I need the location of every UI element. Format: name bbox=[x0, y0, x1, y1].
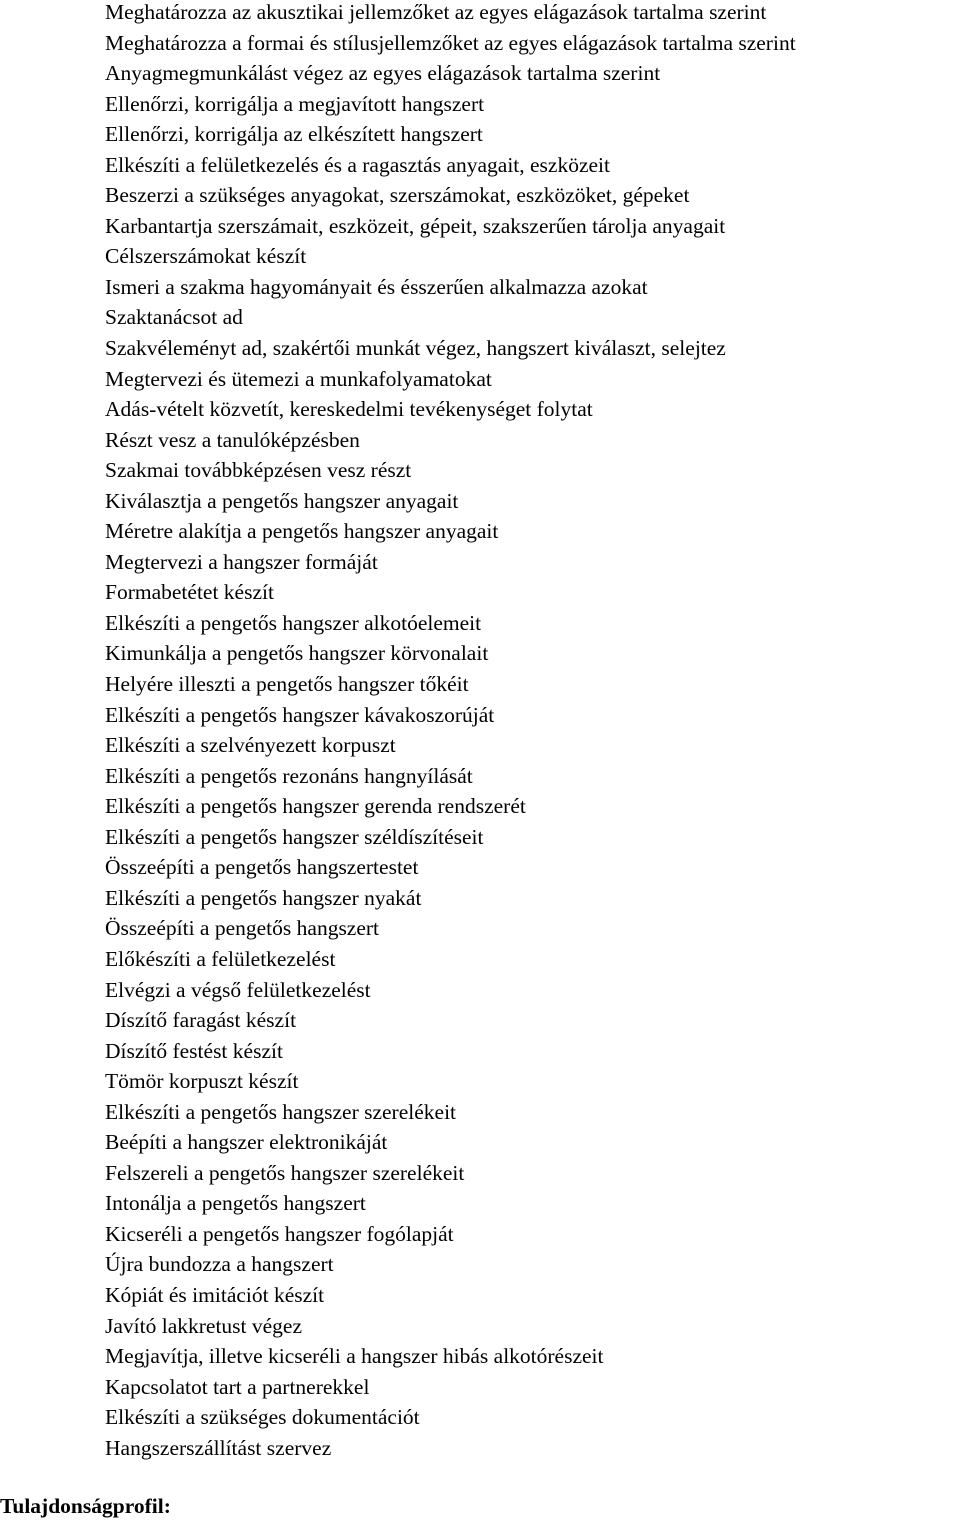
task-item: Elkészíti a pengetős hangszer szerelékeit bbox=[105, 1099, 457, 1124]
task-item: Összeépíti a pengetős hangszertestet bbox=[105, 855, 419, 880]
task-list bbox=[105, 0, 796, 1463]
task-item: Újra bundozza a hangszert bbox=[105, 1252, 334, 1277]
task-item: Tömör korpuszt készít bbox=[105, 1069, 299, 1094]
task-item: Előkészíti a felületkezelést bbox=[105, 946, 336, 971]
task-item: Méretre alakítja a pengetős hangszer anyagait bbox=[105, 519, 499, 544]
task-item: Célszerszámokat készít bbox=[105, 244, 307, 269]
task-item: Elkészíti a pengetős hangszer kávakoszorúját bbox=[105, 702, 495, 727]
task-item: Beszerzi a szükséges anyagokat, szerszámokat, eszközöket, gépeket bbox=[105, 183, 690, 208]
task-item: Megtervezi és ütemezi a munkafolyamatokat bbox=[105, 366, 492, 391]
task-item: Díszítő festést készít bbox=[105, 1038, 283, 1063]
task-item: Elkészíti a szükséges dokumentációt bbox=[105, 1405, 420, 1430]
task-item: Szaktanácsot ad bbox=[105, 305, 243, 330]
task-item: Kópiát és imitációt készít bbox=[105, 1282, 325, 1307]
task-item: Megtervezi a hangszer formáját bbox=[105, 549, 378, 574]
task-item: Helyére illeszti a pengetős hangszer tőkéit bbox=[105, 672, 469, 697]
task-item: Anyagmegmunkálást végez az egyes elágazások tartalma szerint bbox=[105, 61, 661, 86]
task-item: Adás-vételt közvetít, kereskedelmi tevékenységet folytat bbox=[105, 397, 593, 422]
task-item: Elkészíti a szelvényezett korpuszt bbox=[105, 733, 396, 758]
task-item: Kapcsolatot tart a partnerekkel bbox=[105, 1374, 370, 1399]
task-item: Szakvéleményt ad, szakértői munkát végez, hangszert kiválaszt, selejtez bbox=[105, 336, 726, 361]
task-item: Kiválasztja a pengetős hangszer anyagait bbox=[105, 488, 459, 513]
task-item: Javító lakkretust végez bbox=[105, 1313, 303, 1338]
task-item: Meghatározza az akusztikai jellemzőket az egyes elágazások tartalma szerint bbox=[105, 0, 767, 24]
task-item: Elkészíti a pengetős rezonáns hangnyílását bbox=[105, 763, 473, 788]
task-item: Hangszerszállítást szervez bbox=[105, 1435, 332, 1460]
task-item: Elkészíti a pengetős hangszer gerenda rendszerét bbox=[105, 794, 526, 819]
task-item: Elkészíti a felületkezelés és a ragasztás anyagait, eszközeit bbox=[105, 152, 610, 177]
task-item: Formabetétet készít bbox=[105, 580, 274, 605]
task-item: Elvégzi a végső felületkezelést bbox=[105, 977, 371, 1002]
task-item: Részt vesz a tanulóképzésben bbox=[105, 427, 360, 452]
task-item: Ellenőrzi, korrigálja az elkészített hangszert bbox=[105, 122, 483, 147]
task-item: Elkészíti a pengetős hangszer nyakát bbox=[105, 885, 422, 910]
task-item: Felszereli a pengetős hangszer szerelékeit bbox=[105, 1160, 465, 1185]
task-item: Kimunkálja a pengetős hangszer körvonalait bbox=[105, 641, 489, 666]
task-item: Ellenőrzi, korrigálja a megjavított hangszert bbox=[105, 91, 485, 116]
task-item: Elkészíti a pengetős hangszer széldíszítéseit bbox=[105, 824, 484, 849]
task-item: Megjavítja, illetve kicseréli a hangszer hibás alkotórészeit bbox=[105, 1344, 604, 1369]
task-item: Ismeri a szakma hagyományait és ésszerűen alkalmazza azokat bbox=[105, 274, 648, 299]
task-item: Beépíti a hangszer elektronikáját bbox=[105, 1130, 388, 1155]
task-item: Szakmai továbbképzésen vesz részt bbox=[105, 458, 412, 483]
task-item: Kicseréli a pengetős hangszer fogólapját bbox=[105, 1221, 454, 1246]
task-item: Intonálja a pengetős hangszert bbox=[105, 1191, 366, 1216]
task-item: Összeépíti a pengetős hangszert bbox=[105, 916, 380, 941]
task-item: Díszítő faragást készít bbox=[105, 1008, 297, 1033]
task-item: Elkészíti a pengetős hangszer alkotóelemeit bbox=[105, 610, 482, 635]
task-item: Karbantartja szerszámait, eszközeit, gépeit, szakszerűen tárolja anyagait bbox=[105, 213, 726, 238]
task-item: Meghatározza a formai és stílusjellemzőket az egyes elágazások tartalma szerint bbox=[105, 30, 796, 55]
section-heading: Tulajdonságprofil: bbox=[0, 1494, 171, 1518]
